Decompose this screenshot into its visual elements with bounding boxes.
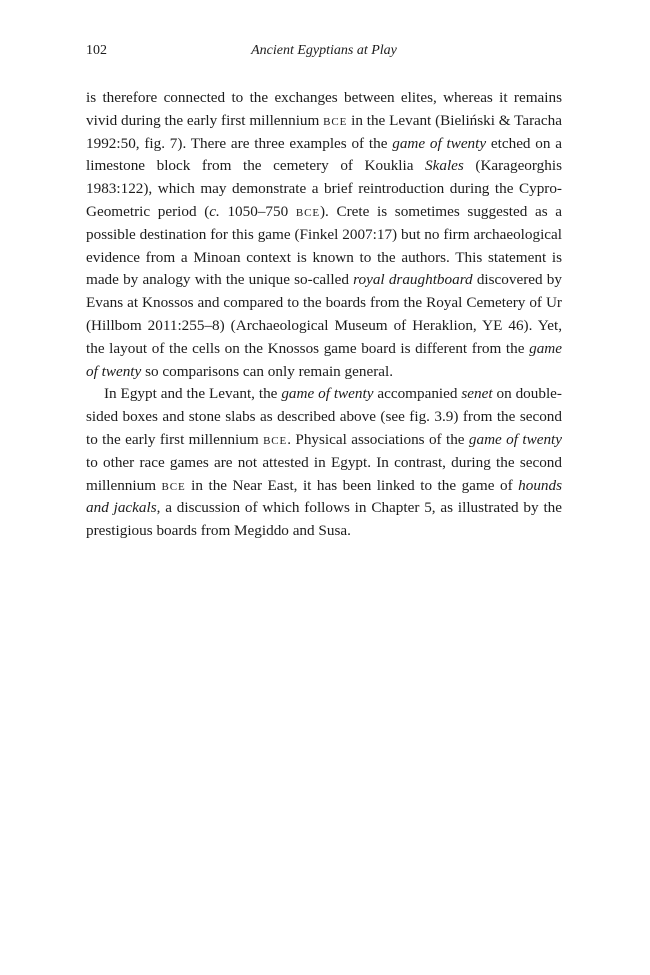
text-run: 1050–750 xyxy=(219,202,296,220)
running-title: Ancient Egyptians at Play xyxy=(251,43,397,58)
italic-run: game of twenty xyxy=(86,339,562,380)
italic-run: c. xyxy=(209,202,220,220)
text-run: (Karageorghis 1983:122), which may demonstrate a brief reintroduction during the Cypro-Geometric period ( xyxy=(86,157,562,220)
small-caps-run: bce xyxy=(295,202,320,220)
text-run: . Physical associations of the xyxy=(287,430,469,448)
text-run: is therefore connected to the exchanges between elites, whereas it remains vivid during the early first millennium xyxy=(86,89,562,129)
text-run: accompanied xyxy=(373,385,462,403)
italic-run: hounds and jackals xyxy=(86,476,563,517)
text-run: discovered by Evans at Knossos and compared to the boards from the Royal Cemetery of Ur (Hillbom 2011:255–8) (Archaeological Museum of Heraklion, YE 46). Yet, the layout of the cells on the Knossos game board is different from the xyxy=(86,271,562,357)
italic-run: Skales xyxy=(425,157,464,175)
text-run: so comparisons can only remain general. xyxy=(141,362,394,380)
paragraph xyxy=(86,87,562,383)
italic-run: royal draughtboard xyxy=(353,271,473,289)
text-run: etched on a limestone block from the cemetery of Kouklia xyxy=(86,134,562,175)
text-run: ). Crete is sometimes suggested as a possible destination for this game (Finkel 2007:17) but no firm archaeological evidence from a Minoan context is known to the authors. This statement is made by analogy with the unique so-called xyxy=(86,202,562,289)
text-run: on double-sided boxes and stone slabs as described above (see fig. 3.9) from the second to the early first millennium xyxy=(86,385,562,448)
small-caps-run: bce xyxy=(323,111,348,129)
italic-run: game of twenty xyxy=(281,385,374,403)
small-caps-run: bce xyxy=(263,430,288,448)
italic-run: game of twenty xyxy=(468,430,562,448)
small-caps-run: bce xyxy=(161,476,186,494)
text-run: in the Levant (Bieliński & Taracha 1992:50, fig. 7). There are three examples of the xyxy=(86,111,562,152)
text-run: In Egypt and the Levant, the xyxy=(104,385,282,403)
page-number: 102 xyxy=(86,43,107,58)
text-run: , a discussion of which follows in Chapter 5, as illustrated by the prestigious boards from Megiddo and Susa. xyxy=(86,499,562,540)
running-header xyxy=(86,43,562,65)
text-run: to other race games are not attested in Egypt. In contrast, during the second millennium xyxy=(86,453,562,494)
italic-run: game of twenty xyxy=(392,134,487,152)
paragraph xyxy=(86,383,562,543)
italic-run: senet xyxy=(461,385,493,403)
text-run: in the Near East, it has been linked to the game of xyxy=(185,476,519,494)
body-text xyxy=(86,87,562,543)
